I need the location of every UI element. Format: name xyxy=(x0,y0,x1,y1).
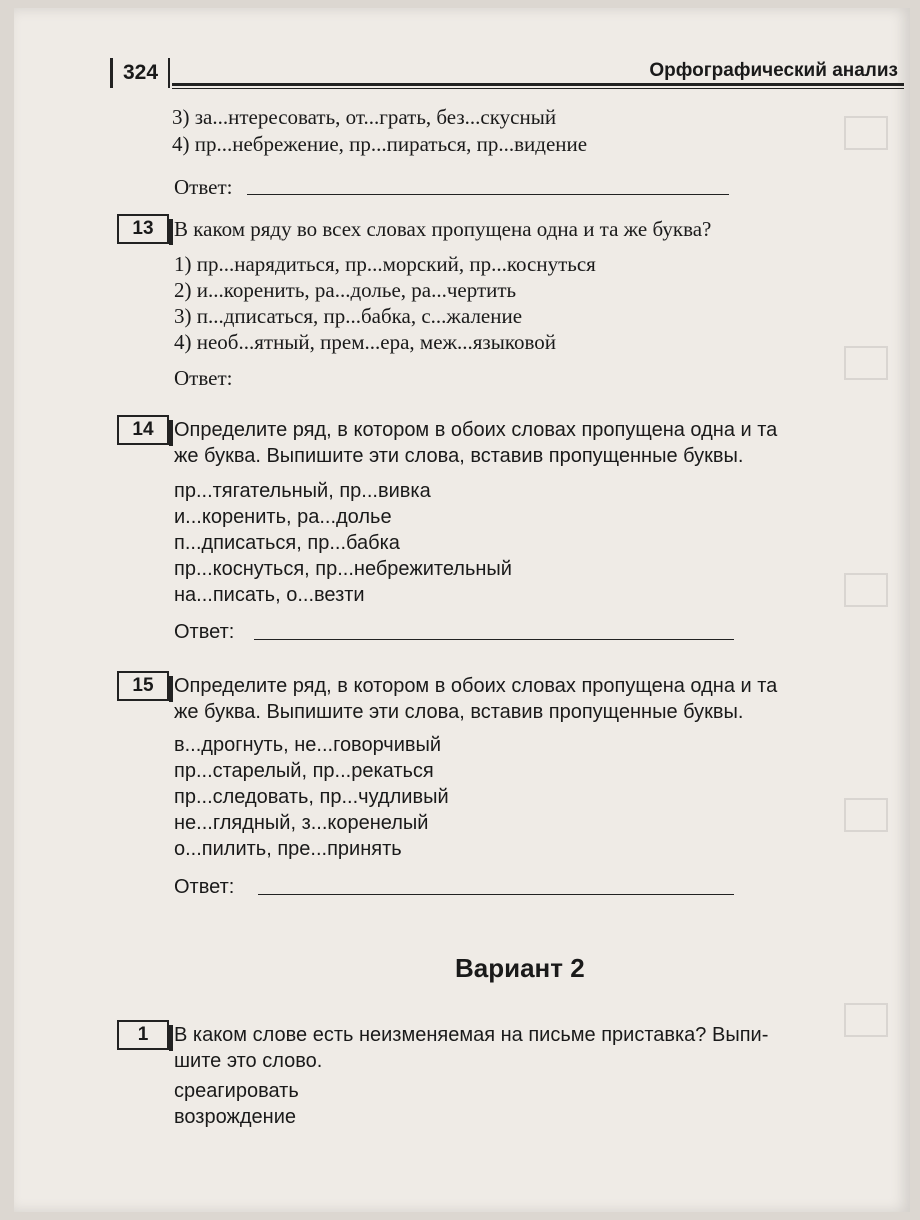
task15-option: о...пилить, пре...принять xyxy=(174,838,402,860)
ghost-mark xyxy=(844,1003,888,1037)
page-number: 324 xyxy=(110,58,170,88)
task14-option: и...коренить, ра...долье xyxy=(174,506,392,528)
task14-question-line1: Определите ряд, в котором в обоих словах пропущена одна и та xyxy=(174,419,778,441)
task15-option: не...глядный, з...коренелый xyxy=(174,812,429,834)
v2-task1-question-line2: шите это слово. xyxy=(174,1050,323,1072)
task13-option: 3) п...дписаться, пр...бабка, с...жаление xyxy=(174,304,523,328)
task-number-13: 13 xyxy=(117,214,169,244)
ghost-mark xyxy=(844,346,888,380)
task13-option: 4) необ...ятный, прем...ера, меж...языковой xyxy=(174,330,556,354)
task13-option: 1) пр...нарядиться, пр...морский, пр...коснуться xyxy=(174,252,596,276)
header-rule xyxy=(172,88,904,89)
task14-option: п...дписаться, пр...бабка xyxy=(174,532,400,554)
task14-answer-field[interactable] xyxy=(254,639,734,640)
v2-task1-question-line1: В каком слове есть неизменяемая на письме приставка? Выпи- xyxy=(174,1024,769,1046)
task-number-14: 14 xyxy=(117,415,169,445)
task12-option-4: 4) пр...небрежение, пр...пираться, пр...видение xyxy=(172,132,588,156)
book-page xyxy=(14,8,910,1212)
variant-title: Вариант 2 xyxy=(455,953,585,983)
task14-question-line2: же буква. Выпишите эти слова, вставив пропущенные буквы. xyxy=(174,445,744,467)
task15-answer-field[interactable] xyxy=(258,894,734,895)
task-number-1: 1 xyxy=(117,1020,169,1050)
task12-answer-field[interactable] xyxy=(247,194,729,195)
task14-option: на...писать, о...везти xyxy=(174,584,365,606)
section-title: Орфографический анализ xyxy=(641,60,898,82)
header-rule xyxy=(172,83,904,86)
task12-answer-label: Ответ: xyxy=(174,175,233,199)
page-header xyxy=(110,58,904,92)
task15-option: пр...старелый, пр...рекаться xyxy=(174,760,434,782)
task15-option: пр...следовать, пр...чудливый xyxy=(174,786,449,808)
task-number-15: 15 xyxy=(117,671,169,701)
ghost-mark xyxy=(844,116,888,150)
task15-question-line1: Определите ряд, в котором в обоих словах пропущена одна и та xyxy=(174,675,778,697)
task14-option: пр...тягательный, пр...вивка xyxy=(174,480,431,502)
task14-answer-label: Ответ: xyxy=(174,621,235,643)
task13-question: В каком ряду во всех словах пропущена одна и та же буква? xyxy=(174,217,712,241)
task15-answer-label: Ответ: xyxy=(174,876,235,898)
task12-option-3: 3) за...нтересовать, от...грать, без...скусный xyxy=(172,105,557,129)
task14-option: пр...коснуться, пр...небрежительный xyxy=(174,558,512,580)
task13-option: 2) и...коренить, ра...долье, ра...чертить xyxy=(174,278,517,302)
v2-task1-option: среагировать xyxy=(174,1080,299,1102)
task15-option: в...дрогнуть, не...говорчивый xyxy=(174,734,442,756)
task15-question-line2: же буква. Выпишите эти слова, вставив пропущенные буквы. xyxy=(174,701,744,723)
ghost-mark xyxy=(844,798,888,832)
ghost-mark xyxy=(844,573,888,607)
v2-task1-option: возрождение xyxy=(174,1106,297,1128)
task13-answer-label: Ответ: xyxy=(174,366,233,390)
